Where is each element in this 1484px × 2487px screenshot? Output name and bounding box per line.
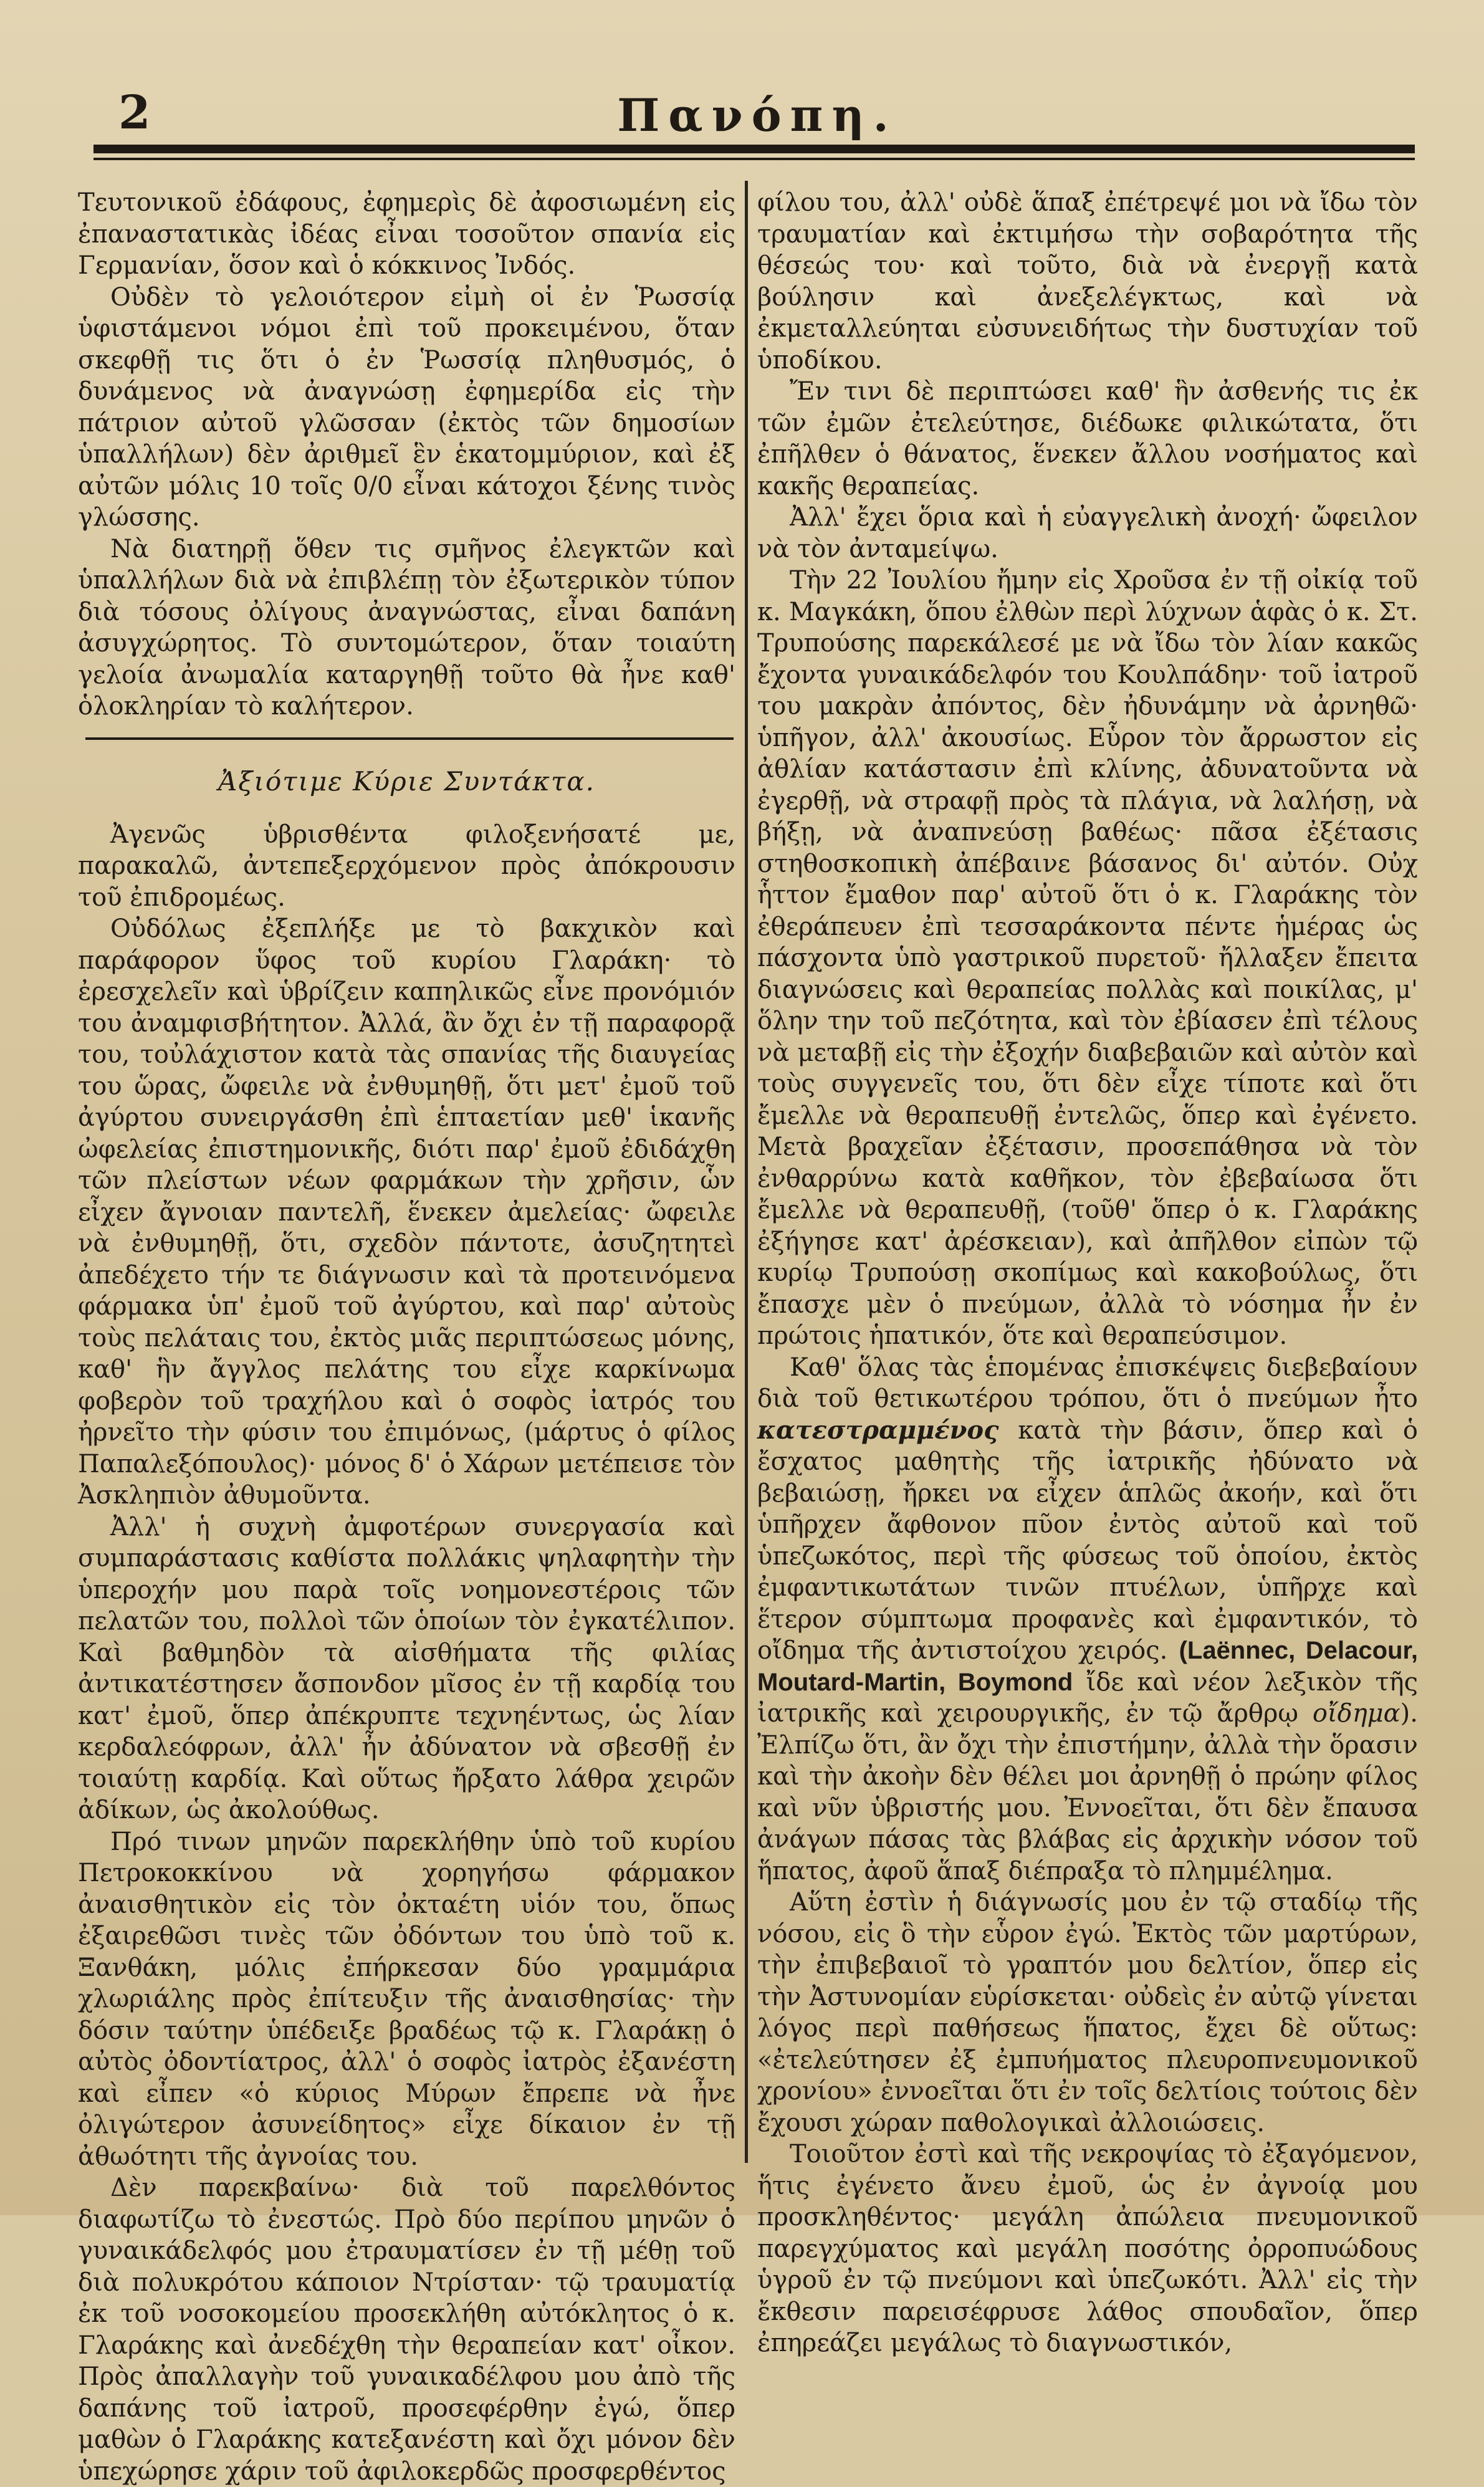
- letter-paragraph: [757, 1352, 1418, 1887]
- letter-paragraph: Πρό τινων μηνῶν παρεκλήθην ὑπὸ τοῦ κυρίου Πετροκοκκίνου νὰ χορηγήσω φάρμακον ἀναισθητικὸν εἰς τὸν ὀκταέτη υἱόν του, ὅπως ἐξαιρεθῶσι τινὲς τῶν ὀδόντων του ὑπὸ τοῦ κ. Ξανθάκη, μόλις ἐπήρκεσαν δύο γραμμάρια χλωριάλης πρὸς ἐπίτευξιν τῆς ἀναισθησίας· τὴν δόσιν ταύτην ὑπέδειξε βραδέως τῷ κ. Γλαράκῃ ὁ αὐτὸς ὀδοντίατρος, ἀλλ' ὁ σοφὸς ἰατρὸς ἐξανέστη καὶ εἶπεν «ὁ κύριος Μύρων ἔπρεπε νὰ ἦνε ὀλιγώτερον ἀσυνείδητος» εἶχε δίκαιον ἐν τῇ ἀθωότητι τῆς ἀγνοίας του.: [78, 1827, 735, 2171]
- page-number: 2: [118, 86, 152, 140]
- left-column: [78, 187, 735, 2486]
- paragraph-text: ἴδε καὶ νέον λεξικὸν τῆς ἰατρικῆς καὶ χειρουργικῆς, ἐν τῷ ἄρθρῳ: [757, 1667, 1418, 1728]
- paragraph-text: ). Ἐλπίζω ὅτι, ἂν ὄχι τὴν ἐπιστήμην, ἀλλὰ τὴν ὅρασιν καὶ τὴν ἀκοὴν δὲν θέλει μοι ἀρνηθῇ ὁ πρώην φίλος καὶ νῦν ὑβριστής μου. Ἐννοεῖται, ὅτι δὲν ἔπαυσα ἀνάγων πάσας τὰς βλάβας εἰς ἀρχικὴν νόσον τοῦ ἥπατος, ἀφοῦ ἅπαξ διέπραξα τὸ πλημμέλημα.: [757, 1699, 1418, 1886]
- paragraph-text: Καθ' ὅλας τὰς ἑπομένας ἐπισκέψεις διεβεβαίουν διὰ τοῦ θετικωτέρου τρόπου, ὅτι ὁ πνεύμων ἦτο: [757, 1353, 1418, 1413]
- column-divider: [745, 181, 748, 2163]
- header-rule-thin: [93, 158, 1415, 160]
- letter-paragraph: Ἀλλ' ἔχει ὅρια καὶ ἡ εὐαγγελικὴ ἀνοχή· ὤφειλον νὰ τὸν ἀνταμείψω.: [757, 503, 1418, 563]
- letter-paragraph: Ἀλλ' ἡ συχνὴ ἀμφοτέρων συνεργασία καὶ συμπαράστασις καθίστα πολλάκις ψηλαφητὴν τὴν ὑπεροχήν μου παρὰ τοῖς νοημονεστέροις τῶν πελατῶν του, πολλοὶ τῶν ὁποίων τὸν ἐγκατέλιπον. Καὶ βαθμηδὸν τὰ αἰσθήματα τῆς φιλίας ἀντικατέστησεν ἄσπονδον μῖσος ἐν τῇ καρδίᾳ του κατ' ἐμοῦ, ὅπερ ἀπέκρυπτε τεχνηέντως, ὡς λίαν κερδαλεόφρων, ἀλλ' ἦν ἀδύνατον νὰ σβεσθῇ ἐν τοιαύτῃ καρδίᾳ. Καὶ οὕτως ἤρξατο λάθρα χειρῶν ἀδίκων, ὡς ἀκολούθως.: [78, 1512, 735, 1824]
- page-header: [93, 75, 1421, 150]
- emphasized-term: κατεστραμμένος: [757, 1415, 999, 1445]
- section-divider-rule: [85, 737, 734, 740]
- letter-salutation: Ἀξιότιμε Κύριε Συντάκτα.: [218, 765, 595, 797]
- left-paragraph: Τευτονικοῦ ἐδάφους, ἐφημερὶς δὲ ἀφοσιωμένη εἰς ἐπαναστατικὰς ἰδέας εἶναι τοσοῦτον σπανία εἰς Γερμανίαν, ὅσον καὶ ὁ κόκκινος Ἰνδός.: [78, 188, 735, 280]
- right-column: [757, 187, 1418, 2357]
- masthead-title: Πανόπη.: [617, 89, 898, 141]
- letter-paragraph: Τὴν 22 Ἰουλίου ἤμην εἰς Χροῦσα ἐν τῇ οἰκίᾳ τοῦ κ. Μαγκάκη, ὅπου ἐλθὼν περὶ λύχνων ἁφὰς ὁ κ. Στ. Τρυπούσης παρεκάλεσέ με νὰ ἴδω τὸν λίαν κακῶς ἔχοντα γυναικάδελφόν του Κουλπάδην· τοῦ ἰατροῦ του μακρὰν ἀπόντος, δὲν ἠδυνάμην νὰ ἀρνηθῶ· ὑπῆγον, ἀλλ' ἀκουσίως. Εὗρον τὸν ἄρρωστον εἰς ἀθλίαν κατάστασιν ἐπὶ κλίνης, ἀδυνατοῦντα νὰ ἐγερθῇ, νὰ στραφῇ πρὸς τὰ πλάγια, νὰ λαλήσῃ, νὰ βήξῃ, νὰ ἀναπνεύσῃ βαθέως· πᾶσα ἐξέτασις στηθοσκοπικὴ ἀπέβαινε βάσανος δι' αὐτόν. Οὐχ ἧττον ἔμαθον παρ' αὐτοῦ ὅτι ὁ κ. Γλαράκης τὸν ἐθεράπευεν ἐπὶ τεσσαράκοντα πέντε ἡμέρας ὡς πάσχοντα ὑπὸ γαστρικοῦ πυρετοῦ· ἤλλαξεν ἔπειτα διαγνώσεις καὶ θεραπείας πολλὰς καὶ ποικίλας, μ' ὅλην την τοῦ πεζότητα, καὶ τὸν ἐβίασεν ἐπὶ τέλους νὰ μεταβῇ εἰς τὴν ἐξοχήν διαβεβαιῶν καὶ αὐτὸν καὶ τοὺς συγγενεῖς του, ὅτι δὲν εἶχε τίποτε καὶ ὅτι ἔμελλε νὰ θεραπευθῇ ἐντελῶς, ὅπερ καὶ ἐγένετο. Μετὰ βραχεῖαν ἐξέτασιν, προσεπάθησα νὰ τὸν ἐνθαρρύνω κατὰ καθῆκον, τὸν ἐβεβαίωσα ὅτι ἔμελλε νὰ θεραπευθῇ, (τοῦθ' ὅπερ ὁ κ. Γλαράκης ἐξήγησε κατ' ἀρέσκειαν), καὶ ἀπῆλθον εἰπὼν τῷ κυρίῳ Τρυπούσῃ σκοπίμως καὶ κακοβούλως, ὅτι ἔπασχε μὲν ὁ πνεύμων, ἀλλὰ τὸ νόσημα ἦν ἐν πρώτοις ἡπατικόν, ὅτε καὶ θεραπεύσιμον.: [757, 566, 1418, 1350]
- letter-paragraph: Ἀγενῶς ὑβρισθέντα φιλοξενήσατέ με, παρακαλῶ, ἀντεπεξερχόμενον πρὸς ἀπόκρουσιν τοῦ ἐπιδρομέως.: [78, 820, 735, 912]
- letter-paragraph: Τοιοῦτον ἐστὶ καὶ τῆς νεκροψίας τὸ ἐξαγόμενον, ἥτις ἐγένετο ἄνευ ἐμοῦ, ὡς ἐν ἀγνοίᾳ μου προσκληθέντος· μεγάλη ἀπώλεια πνευμονικοῦ παρεγχύματος καὶ μεγάλη ποσότης ὀρροπυώδους ὑγροῦ ἐν τῷ πνεύμονι καὶ ὑπεζωκότι. Ἀλλ' εἰς τὴν ἔκθεσιν παρεισέφρυσε λάθος σπουδαῖον, ὅπερ ἐπηρεάζει μεγάλως τὸ διαγνωστικόν,: [757, 2140, 1418, 2357]
- left-paragraph: Οὐδὲν τὸ γελοιότερον εἰμὴ οἱ ἐν Ῥωσσίᾳ ὑφιστάμενοι νόμοι ἐπὶ τοῦ προκειμένου, ὅταν σκεφθῇ τις ὅτι ὁ ἐν Ῥωσσίᾳ πληθυσμός, ὁ δυνάμενος νὰ ἀναγνώσῃ ἐφημερίδα εἰς τὴν πάτριον αὐτοῦ γλῶσσαν (ἐκτὸς τῶν δημοσίων ὑπαλλήλων) δὲν ἀριθμεῖ ἓν ἑκατομμύριον, καὶ ἐξ αὐτῶν μόλις 10 τοῖς 0/0 εἶναι κάτοχοι ξένης τινὸς γλώσσης.: [78, 282, 735, 532]
- letter-paragraph: Οὐδόλως ἐξεπλήξε με τὸ βακχικὸν καὶ παράφορον ὕφος τοῦ κυρίου Γλαράκη· τὸ ἐρεσχελεῖν καὶ ὑβρίζειν καπηλικῶς εἶνε προνόμιόν του ἀναμφισβήτητον. Ἀλλά, ἂν ὄχι ἐν τῇ παραφορᾷ του, τοὐλάχιστον κατὰ τὰς σπανίας τῆς διαυγείας του ὥρας, ὤφειλε νὰ ἐνθυμηθῇ, ὅτι μετ' ἐμοῦ τοῦ ἀγύρτου συνειργάσθη ἐπὶ ἑπταετίαν μεθ' ἱκανῆς ὠφελείας ἐπιστημονικῆς, διότι παρ' ἐμοῦ ἐδιδάχθη τῶν πλείστων νέων φαρμάκων τὴν χρῆσιν, ὧν εἶχεν ἄγνοιαν παντελῆ, ἕνεκεν ἀμελείας· ὤφειλε νὰ ἐνθυμηθῇ, ὅτι, σχεδὸν πάντοτε, ἀσυζητητεὶ ἀπεδέχετο τήν τε διάγνωσιν καὶ τὰ προτεινόμενα φάρμακα ὑπ' ἐμοῦ τοῦ ἀγύρτου, καὶ παρ' αὐτοὺς τοὺς πελάταις του, ἐκτὸς μιᾶς περιπτώσεως μόνης, καθ' ἣν ἄγγλος πελάτης του εἶχε καρκίνωμα φοβερὸν τοῦ τραχήλου καὶ ὁ σοφὸς ἰατρός του ἠρνεῖτο τὴν φύσιν του ἐπιμόνως, (μάρτυς ὁ φίλος Παπαλεξόπουλος)· μόνος δ' ὁ Χάρων μετέπεισε τὸν Ἀσκληπιὸν ἀθυμοῦντα.: [78, 914, 735, 1510]
- letter-paragraph: Αὕτη ἐστὶν ἡ διάγνωσίς μου ἐν τῷ σταδίῳ τῆς νόσου, εἰς ὃ τὴν εὗρον ἐγώ. Ἐκτὸς τῶν μαρτύρων, τὴν ἐπιβεβαιοῖ τὸ γραπτόν μου δελτίον, ὅπερ εἰς τὴν Ἀστυνομίαν εὑρίσκεται· οὐδεὶς ἐν αὐτῷ γίνεται λόγος περὶ παθήσεως ἥπατος, ἔχει δὲ οὕτως: «ἐτελεύτησεν ἐξ ἐμπυήματος πλευροπνευμονικοῦ χρονίου» ἐννοεῖται ὅτι ἐν τοῖς δελτίοις τούτοις δὲν ἔχουσι χώραν παθολογικαὶ ἀλλοιώσεις.: [757, 1888, 1418, 2137]
- header-rule-thick: [93, 145, 1415, 153]
- letter-paragraph: Ἔν τινι δὲ περιπτώσει καθ' ἣν ἀσθενής τις ἐκ τῶν ἐμῶν ἐτελεύτησε, διέδωκε φιλικώτατα, ὅτι ἐπῆλθεν ὁ θάνατος, ἕνεκεν ἄλλου νοσήματος καὶ κακῆς θεραπείας.: [757, 377, 1418, 501]
- letter-paragraph: φίλου του, ἀλλ' οὐδὲ ἅπαξ ἐπέτρεψέ μοι νὰ ἴδω τὸν τραυματίαν καὶ ἐκτιμήσω τὴν σοβαρότητα τῆς θέσεώς του· καὶ τοῦτο, διὰ νὰ ἐνεργῇ κατὰ βούλησιν καὶ ἀνεξελέγκτως, καὶ νὰ ἐκμεταλλεύηται εὐσυνειδήτως τὴν δυστυχίαν τοῦ ὑποδίκου.: [757, 188, 1418, 375]
- latin-citation: (Laënnec, Delacour, Moutard-Martin, Boymond: [757, 1637, 1418, 1696]
- emphasized-term: οἴδημα: [1312, 1699, 1400, 1728]
- left-paragraph: Νὰ διατηρῇ ὅθεν τις σμῆνος ἐλεγκτῶν καὶ ὑπαλλήλων διὰ νὰ ἐπιβλέπῃ τὸν ἐξωτερικὸν τύπον διὰ τόσους ὀλίγους ἀναγνώστας, εἶναι δαπάνη ἀσυγχώρητος. Τὸ συντομώτερον, ὅταν τοιαύτη γελοία ἀνωμαλία καταργηθῇ τοῦτο θὰ ἦνε καθ' ὁλοκληρίαν τὸ καλήτερον.: [78, 534, 735, 721]
- letter-paragraph: Δὲν παρεκβαίνω· διὰ τοῦ παρελθόντος διαφωτίζω τὸ ἐνεστώς. Πρὸ δύο περίπου μηνῶν ὁ γυναικάδελφός μου ἐτραυματίσεν ἐν τῇ μέθῃ τοῦ διὰ πολυκρότου κάποιον Ντρίσταν· τῷ τραυματίᾳ ἐκ τοῦ νοσοκομείου προσεκλήθη αὐτόκλητος ὁ κ. Γλαράκης καὶ ἀνεδέχθη τὴν θεραπείαν κατ' οἶκον. Πρὸς ἀπαλλαγὴν τοῦ γυναικαδέλφου μου ἀπὸ τῆς δαπάνης τοῦ ἰατροῦ, προσεφέρθην ἐγώ, ὅπερ μαθὼν ὁ Γλαράκης κατεξανέστη καὶ ὄχι μόνον δὲν ὑπεχώρησε χάριν τοῦ ἀφιλοκερδῶς προσφερθέντος: [78, 2173, 735, 2486]
- paragraph-text: κατὰ τὴν βάσιν, ὅπερ καὶ ὁ ἔσχατος μαθητὴς τῆς ἰατρικῆς ἠδύνατο νὰ βεβαιώσῃ, ἤρκει να εἶχεν ἁπλῶς ἀκοήν, καὶ ὅτι ὑπῆρχεν ἄφθονον πῦον ἐντὸς αὐτοῦ καὶ τοῦ ὑπεζωκότος, περὶ τῆς φύσεως τοῦ ὁποίου, ἐκτὸς ἐμφαντικωτάτων τινῶν πτυέλων, ὑπῆρχε καὶ ἕτερον σύμπτωμα προφανὲς καὶ ἐμφαντικόν, τὸ οἴδημα τῆς ἀντιστοίχου χειρός.: [757, 1416, 1418, 1665]
